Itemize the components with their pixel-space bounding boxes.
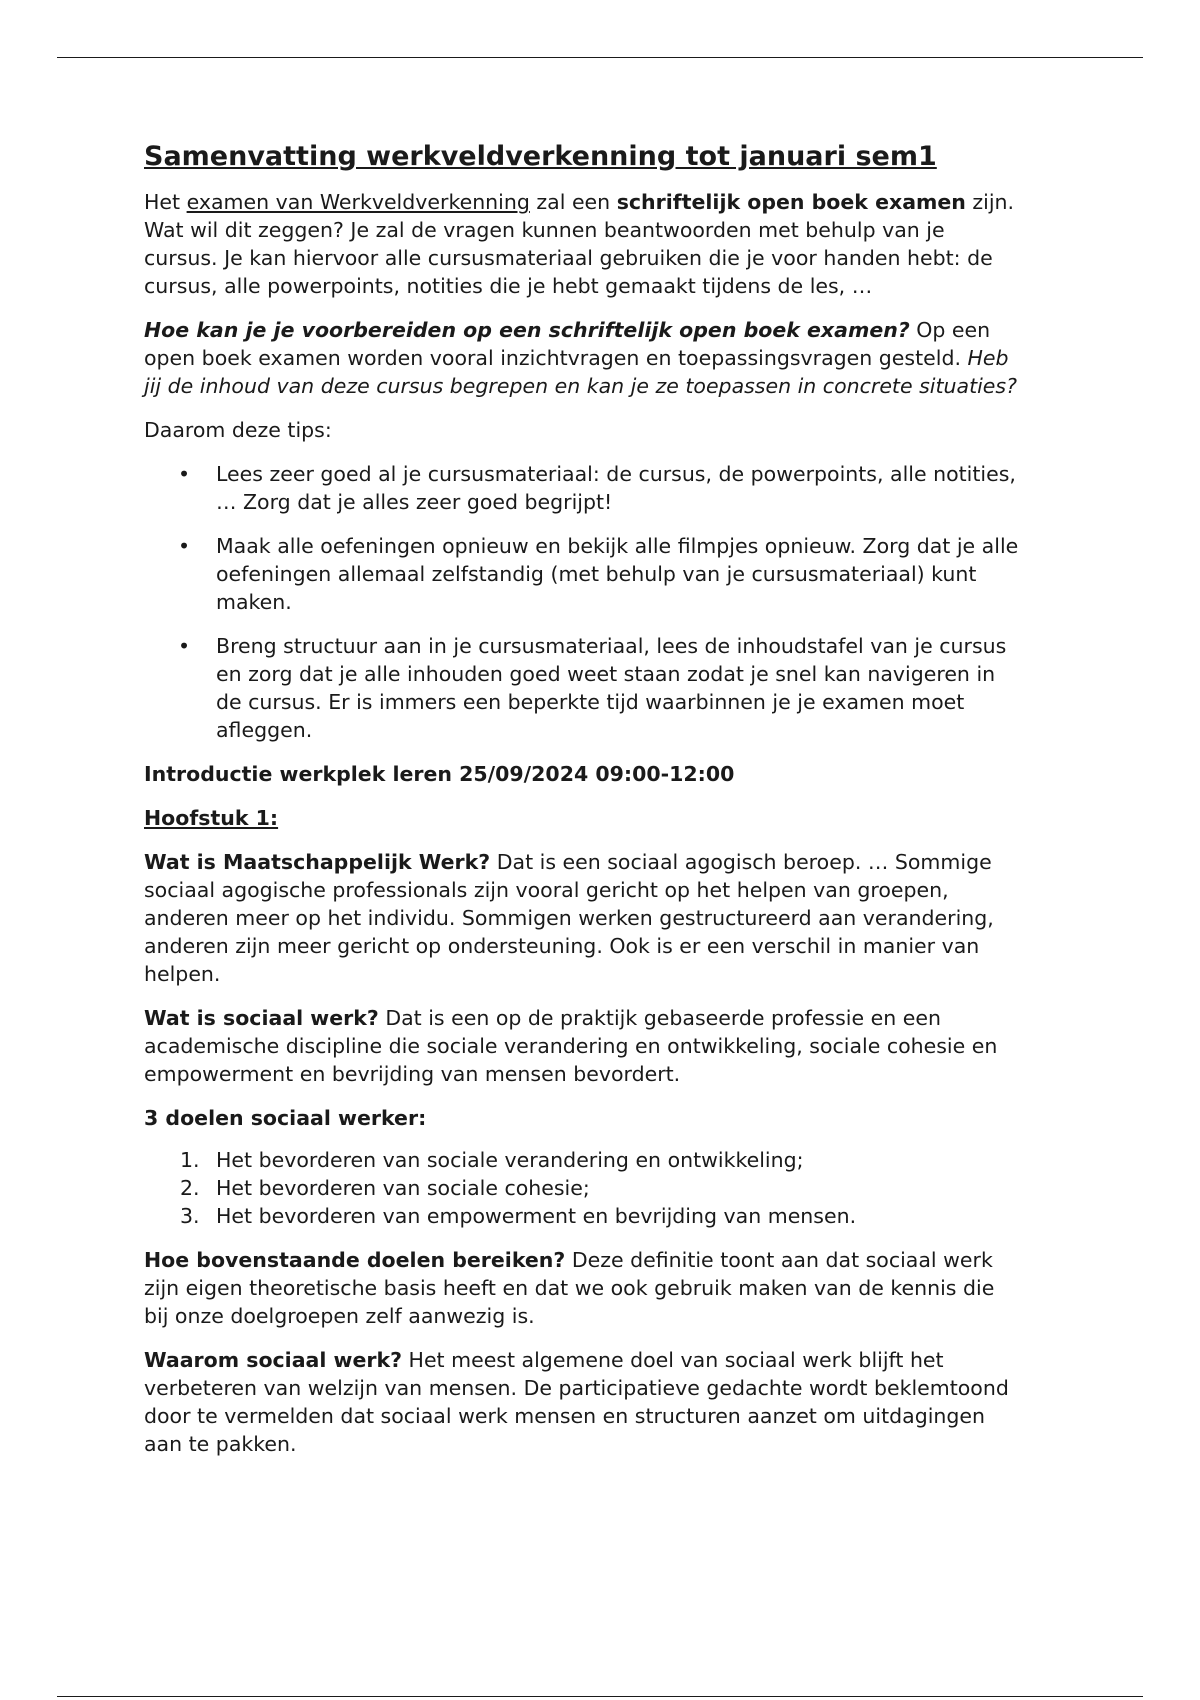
bullet-icon: • bbox=[178, 634, 191, 658]
goal-text: Het bevorderen van sociale verandering en ontwikkeling; bbox=[216, 1148, 804, 1172]
goals-heading: 3 doelen sociaal werker: bbox=[144, 1106, 427, 1130]
bullet-icon: • bbox=[178, 462, 191, 486]
why-answer: Het meest algemene doel van sociaal werk blijft het verbeteren van welzijn van mensen. De participatieve gedachte wordt beklemtoond door te vermelden dat sociaal werk mensen en structuren aanzet om uitdagingen aan te pakken. bbox=[144, 1348, 1009, 1456]
prep-question: Hoe kan je je voorbereiden op een schriftelijk open boek examen? bbox=[144, 318, 910, 342]
why-question: Waarom sociaal werk? bbox=[144, 1348, 403, 1372]
goals-list bbox=[144, 1146, 1024, 1230]
goal-number: 3. bbox=[180, 1204, 200, 1228]
reach-answer: Deze definitie toont aan dat sociaal werk zijn eigen theoretische basis heeft en dat we ook gebruik maken van de kennis die bij onze doelgroepen zelf aanwezig is. bbox=[144, 1248, 995, 1328]
reach-question: Hoe bovenstaande doelen bereiken? bbox=[144, 1248, 566, 1272]
tip-text: Breng structuur aan in je cursusmateriaal, lees de inhoudstafel van je cursus en zorg dat je alle inhouden goed weet staan zodat je snel kan navigeren in de cursus. Er is immers een beperkte tijd waarbinnen je je examen moet afleggen. bbox=[216, 634, 1007, 742]
sw-question: Wat is sociaal werk? bbox=[144, 1006, 379, 1030]
bullet-icon: • bbox=[178, 534, 191, 558]
list-item bbox=[144, 460, 1024, 516]
prep-italic-question: Heb jij de inhoud van deze cursus begrepen en kan je ze toepassen in concrete situaties? bbox=[144, 346, 1017, 398]
goal-number: 2. bbox=[180, 1176, 200, 1200]
list-item bbox=[144, 532, 1024, 616]
footer-rule bbox=[57, 1696, 1143, 1697]
reach-paragraph bbox=[144, 1246, 1024, 1330]
list-item bbox=[144, 1202, 1024, 1230]
goal-number: 1. bbox=[180, 1148, 200, 1172]
prep-text: Op een open boek examen worden vooral inzichtvragen en toepassingsvragen gesteld. bbox=[144, 318, 991, 370]
list-item bbox=[144, 632, 1024, 744]
prep-paragraph bbox=[144, 316, 1024, 400]
list-item bbox=[144, 1146, 1024, 1174]
chapter-heading: Hoofstuk 1: bbox=[144, 806, 279, 830]
mw-question: Wat is Maatschappelijk Werk? bbox=[144, 850, 491, 874]
why-paragraph bbox=[144, 1346, 1024, 1458]
intro-paragraph bbox=[144, 188, 1024, 300]
mw-paragraph bbox=[144, 848, 1024, 988]
tip-text: Lees zeer goed al je cursusmateriaal: de cursus, de powerpoints, alle notities, … Zorg dat je alles zeer goed begrijpt! bbox=[216, 462, 1016, 514]
goal-text: Het bevorderen van sociale cohesie; bbox=[216, 1176, 590, 1200]
sw-paragraph bbox=[144, 1004, 1024, 1088]
intro-text-5: zijn. Wat wil dit zeggen? Je zal de vragen kunnen beantwoorden met behulp van je cursus. Je kan hiervoor alle cursusmateriaal gebruiken die je voor handen hebt: de cursus, alle powerpoints, notities die je hebt gemaakt tijdens de les, … bbox=[144, 190, 1015, 298]
mw-answer: Dat is een sociaal agogisch beroep. … Sommige sociaal agogische professionals zijn vooral gericht op het helpen van groepen, anderen meer op het individu. Sommigen werken gestructureerd aan verandering, anderen zijn meer gericht op ondersteuning. Ook is er een verschil in manier van helpen. bbox=[144, 850, 994, 986]
intro-exam-type: schriftelijk open boek examen bbox=[616, 190, 966, 214]
header-rule bbox=[57, 57, 1143, 58]
tip-text: Maak alle oefeningen opnieuw en bekijk alle filmpjes opnieuw. Zorg dat je alle oefeningen allemaal zelfstandig (met behulp van je cursusmateriaal) kunt maken. bbox=[216, 534, 1019, 614]
list-item bbox=[144, 1174, 1024, 1202]
document-title: Samenvatting werkveldverkenning tot januari sem1 bbox=[144, 141, 937, 172]
intro-exam-name: examen van Werkveldverkenning bbox=[186, 190, 530, 214]
goal-text: Het bevorderen van empowerment en bevrijding van mensen. bbox=[216, 1204, 857, 1228]
sw-answer: Dat is een op de praktijk gebaseerde professie en een academische discipline die sociale verandering en ontwikkeling, sociale cohesie en empowerment en bevrijding van mensen bevordert. bbox=[144, 1006, 998, 1086]
intro-text-1: Het bbox=[144, 190, 187, 214]
workplace-intro-heading: Introductie werkplek leren 25/09/2024 09:00-12:00 bbox=[144, 762, 735, 786]
intro-text-3: zal een bbox=[529, 190, 617, 214]
tips-intro: Daarom deze tips: bbox=[144, 418, 332, 442]
tips-list bbox=[144, 460, 1024, 744]
document-body bbox=[144, 140, 1024, 1474]
